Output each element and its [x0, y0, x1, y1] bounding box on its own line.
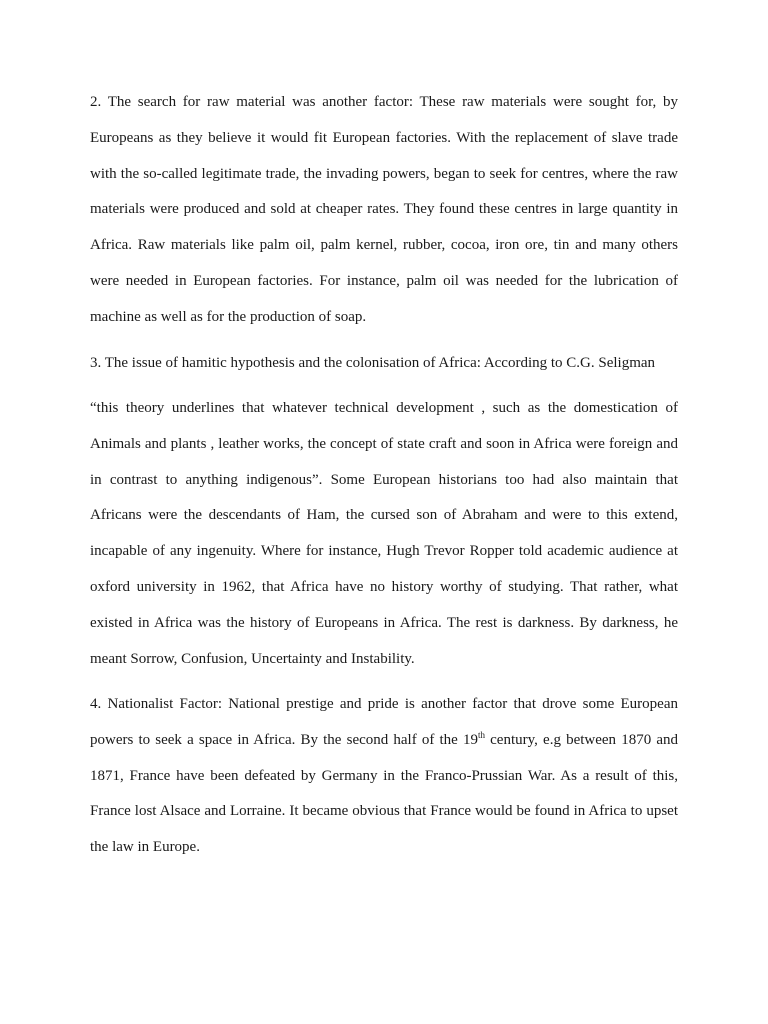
paragraph-nationalist-factor	[90, 687, 678, 866]
paragraph-nationalist-text-end: century, e.g between 1870 and 1871, France have been defeated by Germany in the Franco-Prussian War. As a result of this, France lost Alsace and Lorraine. It became obvious that France would be found in Africa to upset the law in Europe.	[90, 731, 679, 856]
paragraph-hamitic-quote: “this theory underlines that whatever technical development , such as the domestication of Animals and plants , leather works, the concept of state craft and soon in Africa were foreign and in contrast to anything indigenous”. Some European historians too had also maintain that Africans were the descendants of Ham, the cursed son of Abraham and were to this extend, incapable of any ingenuity. Where for instance, Hugh Trevor Ropper told academic audience at oxford university in 1962, that Africa have no history worthy of studying. That rather, what existed in Africa was the history of Europeans in Africa. The rest is darkness. By darkness, he meant Sorrow, Confusion, Uncertainty and Instability.	[90, 400, 678, 667]
paragraph-nationalist-text-start: 4. Nationalist Factor: National prestige and pride is another factor that drove some European powers to seek a space in Africa. By the second half of the 19	[90, 696, 678, 748]
paragraph-raw-materials: 2. The search for raw material was another factor: These raw materials were sought for, by Europeans as they believe it would fit European factories. With the replacement of slave trade with the so-called legitimate trade, the invading powers, began to seek for centres, where the raw materials were produced and sold at cheaper rates. They found these centres in large quantity in Africa. Raw materials like palm oil, palm kernel, rubber, cocoa, iron ore, tin and many others were needed in European factories. For instance, palm oil was needed for the lubrication of machine as well as for the production of soap.	[90, 94, 678, 325]
ordinal-superscript: th	[477, 729, 485, 740]
paragraph-hamitic-heading: 3. The issue of hamitic hypothesis and the colonisation of Africa: According to C.G. Seligman	[90, 355, 656, 371]
